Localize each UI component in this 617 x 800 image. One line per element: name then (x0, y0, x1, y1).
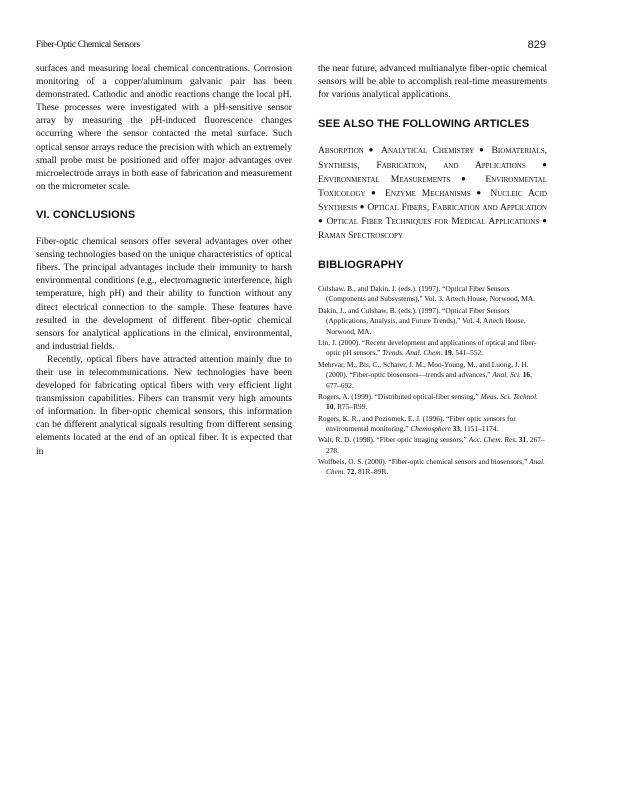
bullet-separator: ● (365, 187, 386, 197)
bib-volume: 33 (452, 424, 460, 434)
bibliography-entry (318, 338, 547, 359)
right-column (318, 62, 547, 479)
bullet-separator: ● (363, 145, 382, 155)
see-also-article-link[interactable]: Biomaterials, Synthesis, Fabrication, and Applications (318, 145, 547, 171)
left-column (36, 62, 292, 458)
body-paragraph: surfaces and measuring local chemical concentrations. Corrosion monitoring of a copper/aluminum galvanic pair has been demonstrated. Cathodic and anodic reactions change the local pH. These processes were investigated with a pH-sensitive sensor array by measuring the pH-induced fluorescence changes occurring where the sensor contacted the metal surface. Such optical sensor arrays reduce the precision with which an extremely small probe must be positioned and offer major advantages over microelectrode arrays in both ease of fabrication and measurement on the micrometer scale. (36, 63, 293, 192)
bib-text: Rogers, A. (1999). “Distributed optical-fiber sensing,” (318, 391, 479, 401)
bib-text: Dakin, J., and Culshaw, B. (eds.). (1997). “Optical Fiber Sensors (Applications, Analysis, and Future Trends),” Vol. 4, Artech House, Norwood, MA. (318, 305, 526, 336)
bibliography-entry (318, 284, 547, 305)
bibliography-list (318, 284, 547, 478)
bib-pages: , 81R–89R. (354, 467, 389, 477)
bib-journal: Anal. Sci. (492, 370, 521, 380)
running-title: Fiber-Optic Chemical Sensors (36, 40, 140, 50)
bib-pages: , 541–552. (451, 348, 484, 358)
bibliography-entry (318, 392, 547, 413)
see-also-list (318, 143, 547, 241)
section-heading-conclusions: VI. CONCLUSIONS (36, 208, 136, 221)
bibliography-entry (318, 360, 547, 392)
bib-text: Culshaw, B., and Dakin, J. (eds.). (1997). “Optical Fiber Sensors (Components and Subsystems),” Vol. 3, Artech House, Norwood, MA. (318, 283, 536, 304)
bullet-separator: ● (470, 187, 491, 197)
bib-volume: 10 (326, 402, 334, 412)
bib-volume: 16 (522, 370, 531, 380)
section-heading-see-also: SEE ALSO THE FOLLOWING ARTICLES (318, 118, 530, 131)
see-also-article-link[interactable]: Nucleic Acid Synthesis (318, 187, 547, 214)
see-also-article-link[interactable]: Absorption (318, 145, 364, 157)
bib-pages: , 677–692. (326, 370, 532, 390)
body-paragraph: Fiber-optic chemical sensors offer several advantages over other sensing technologies based on the unique characteristics of optical fibers. The principal advantages include their immunity to harsh environmental conditions (e.g., electromagnetic interference, high temperature, high pH) and their ability to function without any direct electrical connection to the sample. These features have resulted in the development of different fiber-optic chemical sensors for analytical applications in the clinical, environmental, and industrial fields. (36, 236, 292, 352)
bib-text: Wolfbeis, O. S. (2000). “Fiber-optic chemical sensors and biosensors,” (318, 456, 528, 466)
body-paragraph: Recently, optical fibers have attracted attention mainly due to their use in telecommunications. New technologies have been developed for fabricating optical fibers with very efficient light transmission capabilities. Fibers can transmit very high amounts of information. In fiber-optic chemical sensors, this information can be different analytical signals resulting from different sensing elements located at the end of an optical fiber. It is expected that in (36, 353, 292, 457)
body-paragraph: the near future, advanced multianalyte fiber-optic chemical sensors will be able to accomplish real-time measurements for various analytical applications. (318, 63, 547, 101)
bib-journal: Meas. Sci. Technol. (480, 391, 538, 401)
bullet-separator: ● (539, 216, 547, 226)
bullet-separator: ● (450, 173, 486, 183)
bib-text: Mehrvar, M., Bis, C., Scharer, J. M., Moo-Young, M., and Luong, J. H. (2000). “Fiber-optic biosensors—trends and advances,” (318, 359, 529, 380)
bullet-separator: ● (525, 159, 547, 169)
bib-journal: Anal. Chem. (326, 456, 545, 477)
bibliography-entry (318, 435, 547, 456)
bib-volume: 31 (518, 435, 527, 445)
bib-journal: Chemosphere (410, 424, 451, 434)
bullet-separator: ● (474, 145, 492, 155)
bib-text: Lin, J. (2000). “Recent development and applications of optical and fiber-optic pH sensors,” (318, 337, 537, 358)
page-number: 829 (527, 39, 546, 51)
bib-volume: 72 (346, 467, 355, 477)
bibliography-entry (318, 457, 547, 478)
bib-text: Walt, R. D. (1998). “Fiber optic imaging sensors,” (318, 435, 467, 445)
see-also-article-link[interactable]: Analytical Chemistry (381, 145, 475, 157)
bib-pages: , 267–278. (326, 435, 545, 455)
running-head (36, 40, 546, 54)
bibliography-entry (318, 306, 547, 338)
see-also-article-link[interactable]: Environmental Measurements (318, 173, 451, 185)
see-also-article-link[interactable]: Raman Spectroscopy (318, 229, 403, 241)
bib-journal: Acc. Chem. Res. (468, 435, 517, 445)
see-also-article-link[interactable]: Optical Fiber Techniques for Medical Applications (326, 216, 540, 228)
bib-pages: , R75–R99. (333, 402, 368, 412)
bullet-separator: ● (318, 216, 327, 226)
see-also-article-link[interactable]: Optical Fibers, Fabrication and Application (367, 202, 547, 214)
bib-pages: , 1151–1174. (460, 424, 499, 434)
bib-journal: Trends. Anal. Chem. (382, 348, 443, 358)
bibliography-entry (318, 414, 547, 435)
bib-volume: 19 (444, 348, 452, 358)
see-also-article-link[interactable]: Environmental Toxicology (318, 173, 547, 199)
bullet-separator: ● (357, 202, 368, 212)
section-heading-bibliography: BIBLIOGRAPHY (318, 258, 404, 271)
bib-text: Rogers, K. R., and Poziomek, E. J. (1996). “Fiber optic sensors for environmental monitoring,” (318, 413, 516, 434)
see-also-article-link[interactable]: Enzyme Mechanisms (385, 187, 471, 199)
